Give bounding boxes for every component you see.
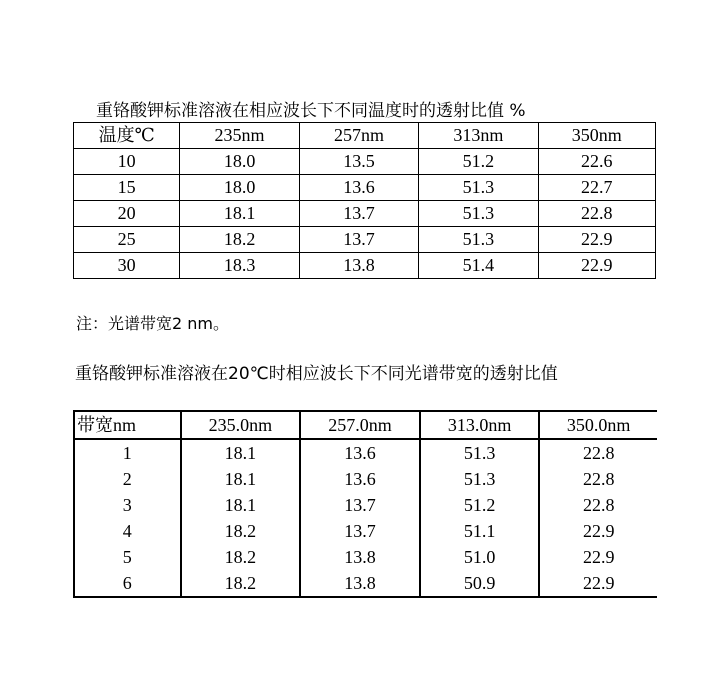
table-cell: 51.2 bbox=[420, 492, 540, 518]
column-header: 235nm bbox=[180, 123, 299, 149]
table-cell: 18.2 bbox=[181, 544, 301, 570]
column-header: 温度℃ bbox=[74, 123, 180, 149]
table-cell: 2 bbox=[74, 466, 181, 492]
table-cell: 51.3 bbox=[419, 201, 538, 227]
table-row bbox=[74, 439, 657, 466]
table-cell: 18.2 bbox=[181, 518, 301, 544]
table-row bbox=[74, 518, 657, 544]
bandwidth-transmittance-table bbox=[73, 410, 657, 598]
table-cell: 13.7 bbox=[300, 518, 420, 544]
column-header: 257.0nm bbox=[300, 411, 420, 439]
table-cell: 51.3 bbox=[420, 466, 540, 492]
table-cell: 13.8 bbox=[300, 570, 420, 597]
table-row bbox=[74, 175, 656, 201]
table-cell: 1 bbox=[74, 439, 181, 466]
table-cell: 6 bbox=[74, 570, 181, 597]
table-cell: 51.3 bbox=[419, 175, 538, 201]
table-cell: 25 bbox=[74, 227, 180, 253]
table-cell: 51.3 bbox=[420, 439, 540, 466]
table-cell: 22.8 bbox=[538, 201, 655, 227]
table-cell: 13.7 bbox=[300, 492, 420, 518]
table-header-row bbox=[74, 411, 657, 439]
table-cell: 51.2 bbox=[419, 149, 538, 175]
table-cell: 18.2 bbox=[181, 570, 301, 597]
table-cell: 50.9 bbox=[420, 570, 540, 597]
table-row bbox=[74, 253, 656, 279]
table2-title: 重铬酸钾标准溶液在20℃时相应波长下不同光谱带宽的透射比值 bbox=[75, 364, 558, 384]
table-cell: 4 bbox=[74, 518, 181, 544]
table-cell: 10 bbox=[74, 149, 180, 175]
table-cell: 51.4 bbox=[419, 253, 538, 279]
table-cell: 22.9 bbox=[538, 227, 655, 253]
table-row bbox=[74, 227, 656, 253]
table-cell: 13.7 bbox=[299, 201, 418, 227]
table-cell: 22.6 bbox=[538, 149, 655, 175]
table-header-row bbox=[74, 123, 656, 149]
column-header: 257nm bbox=[299, 123, 418, 149]
table-cell: 51.1 bbox=[420, 518, 540, 544]
table-cell: 18.0 bbox=[180, 175, 299, 201]
table-cell: 13.7 bbox=[299, 227, 418, 253]
table-cell: 30 bbox=[74, 253, 180, 279]
table-cell: 5 bbox=[74, 544, 181, 570]
table-cell: 22.9 bbox=[582, 521, 615, 541]
table-cell: 13.6 bbox=[299, 175, 418, 201]
table-cell: 22.9 bbox=[582, 573, 615, 593]
table-cell: 18.1 bbox=[181, 439, 301, 466]
table-row bbox=[74, 201, 656, 227]
column-header: 带宽nm bbox=[74, 411, 181, 439]
table-cell: 22.8 bbox=[582, 495, 615, 515]
table-cell: 15 bbox=[74, 175, 180, 201]
table-cell: 13.6 bbox=[300, 466, 420, 492]
spectral-bandwidth-note: 注：光谱带宽2 nm。 bbox=[76, 314, 229, 333]
table1-title: 重铬酸钾标准溶液在相应波长下不同温度时的透射比值 % bbox=[96, 101, 526, 121]
column-header: 313.0nm bbox=[420, 411, 540, 439]
table-cell: 18.1 bbox=[180, 201, 299, 227]
table-row bbox=[74, 492, 657, 518]
table-cell: 18.1 bbox=[181, 492, 301, 518]
column-header: 350nm bbox=[538, 123, 655, 149]
table-cell: 3 bbox=[74, 492, 181, 518]
table-cell: 22.9 bbox=[582, 547, 615, 567]
table-cell: 13.8 bbox=[299, 253, 418, 279]
table-cell: 51.3 bbox=[419, 227, 538, 253]
table-cell: 22.9 bbox=[538, 253, 655, 279]
table-cell: 22.8 bbox=[582, 443, 615, 463]
table-cell: 13.8 bbox=[300, 544, 420, 570]
column-header: 235.0nm bbox=[181, 411, 301, 439]
table-cell: 13.6 bbox=[300, 439, 420, 466]
table-row bbox=[74, 570, 657, 597]
table-cell: 51.0 bbox=[420, 544, 540, 570]
table-cell: 22.7 bbox=[538, 175, 655, 201]
temperature-transmittance-table bbox=[73, 122, 656, 279]
table-row bbox=[74, 544, 657, 570]
table-row bbox=[74, 466, 657, 492]
table-row bbox=[74, 149, 656, 175]
table-cell: 22.8 bbox=[582, 469, 615, 489]
table-cell: 18.3 bbox=[180, 253, 299, 279]
column-header: 313nm bbox=[419, 123, 538, 149]
table-cell: 18.0 bbox=[180, 149, 299, 175]
table-cell: 18.1 bbox=[181, 466, 301, 492]
table-cell: 18.2 bbox=[180, 227, 299, 253]
table-cell: 20 bbox=[74, 201, 180, 227]
table-cell: 13.5 bbox=[299, 149, 418, 175]
column-header: 350.0nm bbox=[539, 411, 657, 439]
